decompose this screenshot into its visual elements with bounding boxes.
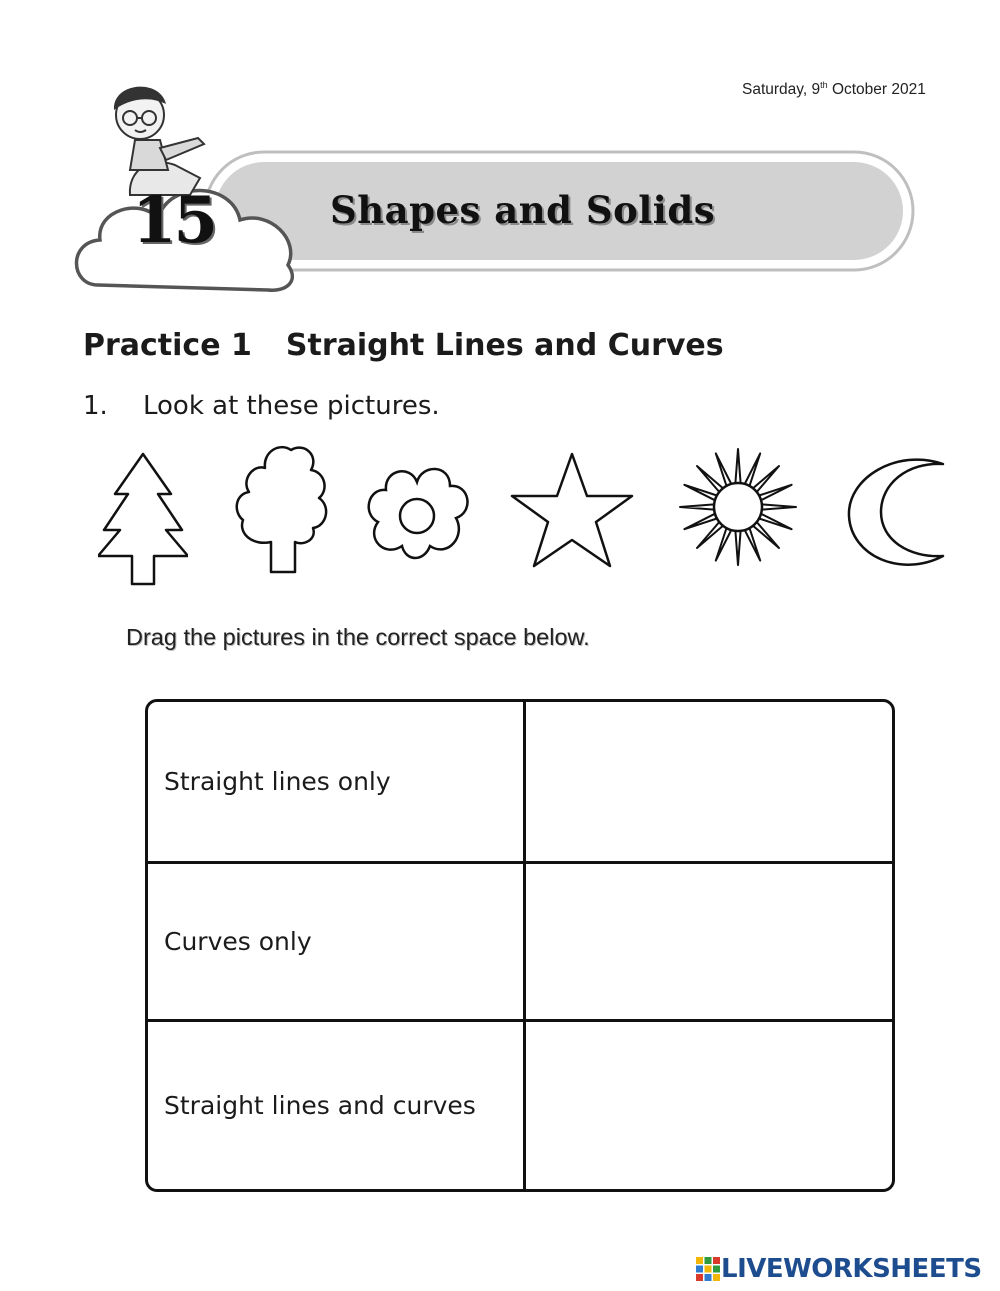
pictures-row <box>90 440 960 590</box>
pine-tree-icon[interactable] <box>98 452 188 587</box>
chapter-number: 15 <box>132 183 216 258</box>
practice-title: Straight Lines and Curves <box>285 328 724 363</box>
drop-zone-straight-lines-only[interactable] <box>526 702 892 861</box>
bushy-tree-icon[interactable] <box>233 442 333 577</box>
question-text: Look at these pictures. <box>143 391 440 421</box>
practice-heading <box>83 328 724 363</box>
star-icon[interactable] <box>510 452 635 572</box>
table-row <box>148 1022 892 1189</box>
instruction-text: Drag the pictures in the correct space below. <box>126 624 590 650</box>
boy-character-icon <box>114 87 204 195</box>
liveworksheets-logo-text: LIVEWORKSHEETS <box>721 1254 982 1284</box>
drop-zone-curves-only[interactable] <box>526 864 892 1019</box>
liveworksheets-logo-icon <box>695 1256 721 1282</box>
row-label-straight-lines-only: Straight lines only <box>148 702 526 861</box>
chapter-banner <box>0 70 1000 300</box>
drop-zone-straight-lines-and-curves[interactable] <box>526 1022 892 1189</box>
sun-icon[interactable] <box>675 444 801 570</box>
chapter-title: Shapes and Solids <box>330 188 716 232</box>
table-row <box>148 702 892 864</box>
crescent-moon-icon[interactable] <box>845 454 950 572</box>
sorting-table <box>145 699 895 1192</box>
flower-icon[interactable] <box>362 462 472 562</box>
liveworksheets-logo[interactable] <box>695 1254 982 1284</box>
worksheet-date: Saturday, 9th October 2021 <box>742 80 926 99</box>
table-row <box>148 864 892 1022</box>
row-label-straight-lines-and-curves: Straight lines and curves <box>148 1022 526 1189</box>
question <box>83 391 440 421</box>
row-label-curves-only: Curves only <box>148 864 526 1019</box>
practice-label: Practice 1 <box>83 328 252 363</box>
question-number: 1. <box>83 391 108 421</box>
